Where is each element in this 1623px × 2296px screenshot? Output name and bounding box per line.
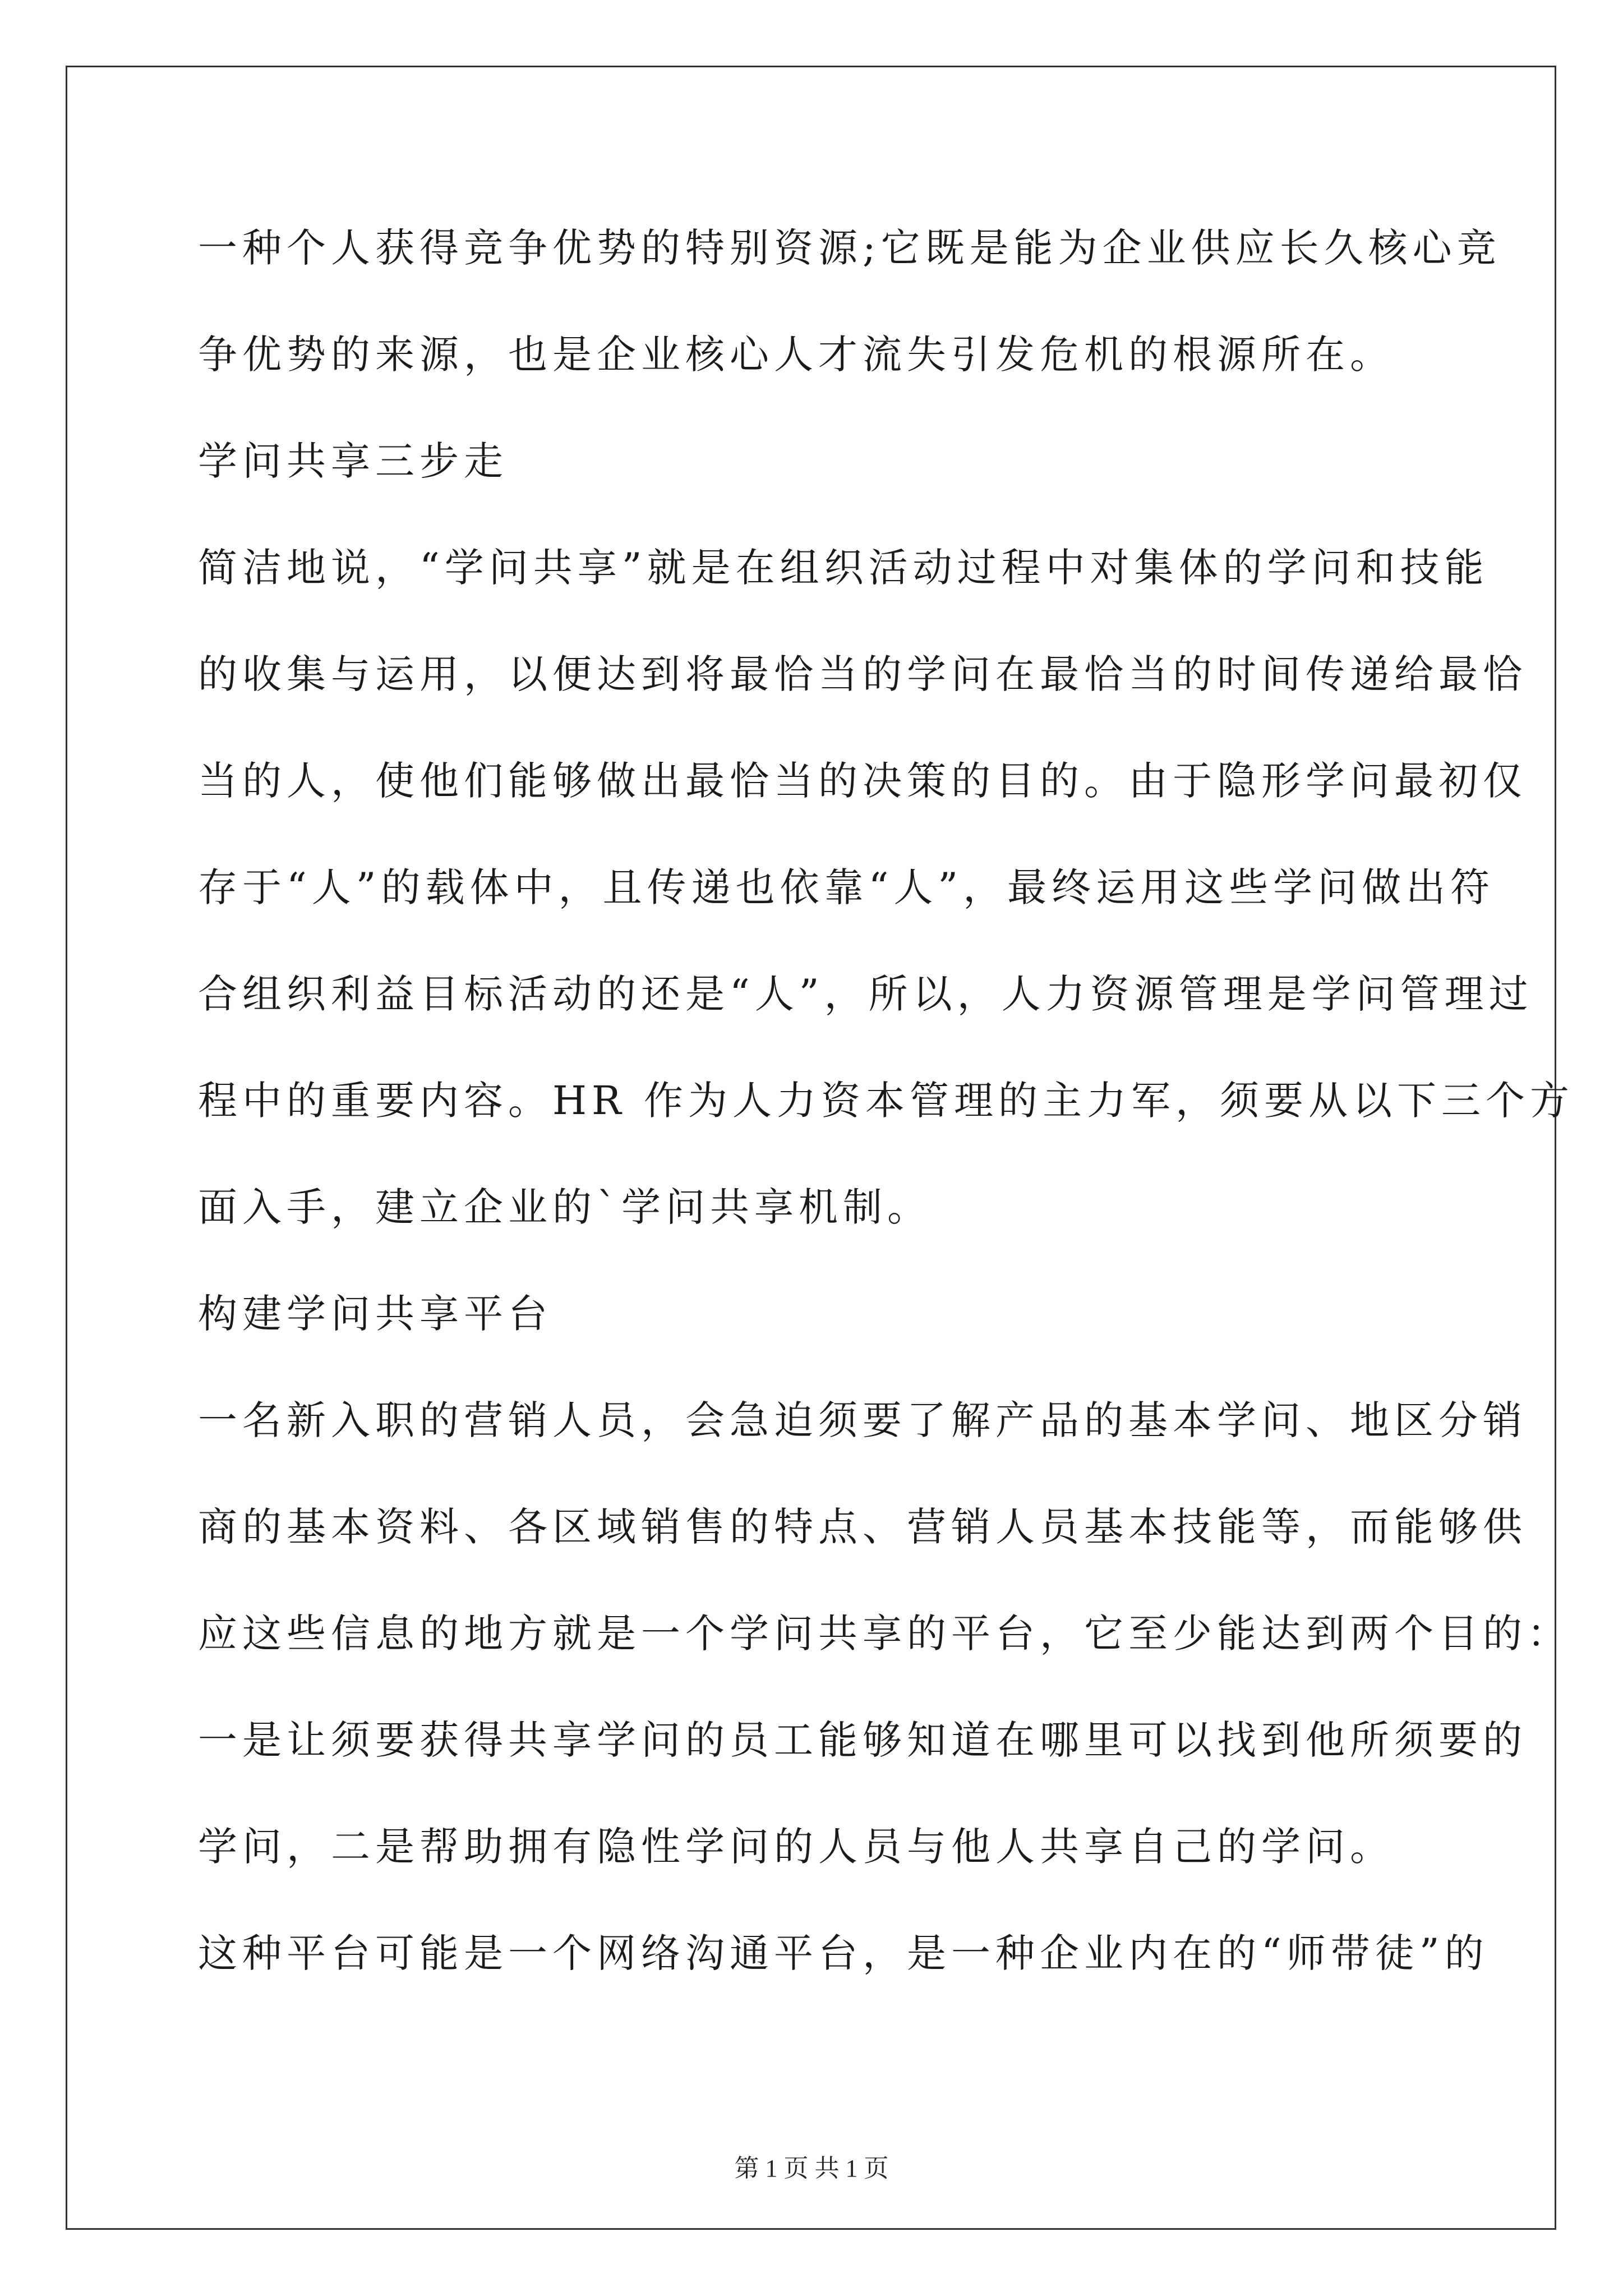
body-text-line-13: 商的基本资料、各区域销售的特点、营销人员基本技能等，而能够供 (198, 1504, 1527, 1550)
body-text-line-9: 程中的重要内容。HR 作为人力资本管理的主力军，须要从以下三个方 (198, 1078, 1574, 1124)
body-text-line-8: 合组织利益目标活动的还是“人”，所以，人力资源管理是学问管理过 (198, 971, 1533, 1017)
body-text-line-16: 学问，二是帮助拥有隐性学问的人员与他人共享自己的学问。 (198, 1824, 1394, 1870)
page-border (66, 66, 1556, 2230)
body-text-line-7: 存于“人”的载体中，且传递也依靠“人”，最终运用这些学问做出符 (198, 864, 1495, 910)
section-heading-knowledge-sharing-steps: 学问共享三步走 (198, 438, 508, 484)
section-heading-build-platform: 构建学问共享平台 (198, 1291, 552, 1337)
body-text-line-10: 面入手，建立企业的`学问共享机制。 (198, 1184, 932, 1230)
page-number-footer: 第 1 页 共 1 页 (734, 2155, 889, 2182)
body-text-line-5: 的收集与运用，以便达到将最恰当的学问在最恰当的时间传递给最恰 (198, 651, 1527, 697)
body-text-line-4: 简洁地说，“学问共享”就是在组织活动过程中对集体的学问和技能 (198, 545, 1489, 591)
body-text-line-17: 这种平台可能是一个网络沟通平台，是一种企业内在的“师带徒”的 (198, 1930, 1489, 1976)
body-text-line-15: 一是让须要获得共享学问的员工能够知道在哪里可以找到他所须要的 (198, 1717, 1527, 1763)
body-text-line-14: 应这些信息的地方就是一个学问共享的平台，它至少能达到两个目的： (198, 1611, 1571, 1657)
body-text-line-12: 一名新入职的营销人员，会急迫须要了解产品的基本学问、地区分销 (198, 1397, 1527, 1443)
body-text-line-2: 争优势的来源，也是企业核心人才流失引发危机的根源所在。 (198, 332, 1394, 378)
body-text-line-6: 当的人，使他们能够做出最恰当的决策的目的。由于隐形学问最初仅 (198, 758, 1527, 804)
body-text-line-1: 一种个人获得竞争优势的特别资源;它既是能为企业供应长久核心竞 (198, 225, 1501, 271)
